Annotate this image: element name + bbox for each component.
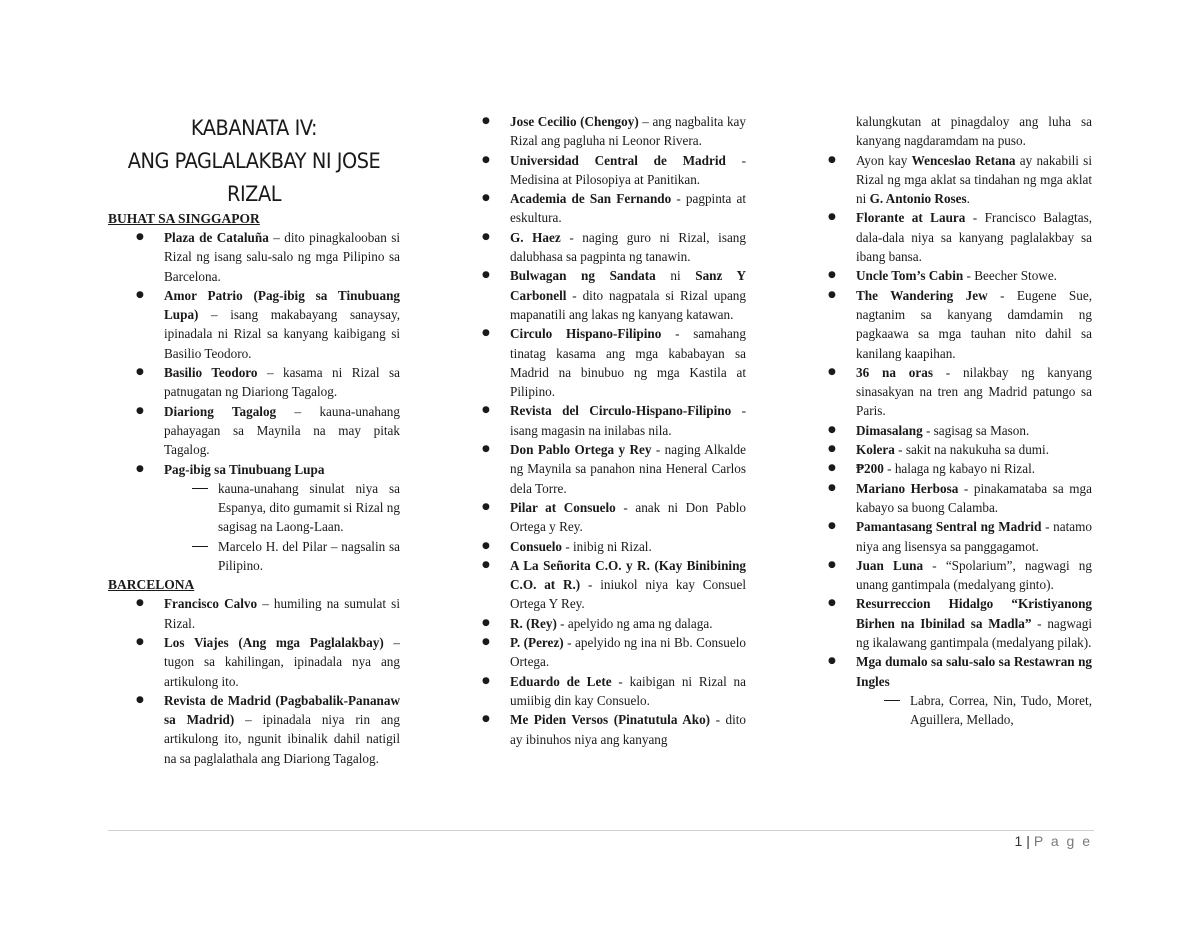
item-term: Uncle Tom’s Cabin <box>856 268 964 284</box>
item-desc: – tugon sa kahilingan, ipinadala nya ang artikulong ito. <box>164 634 400 689</box>
item-desc: ay nakabili si Rizal ng mga aklat sa tindahan ng mga aklat ni <box>856 152 1092 207</box>
list-item <box>476 710 746 749</box>
list-item <box>822 363 1092 421</box>
item-desc: - nilakbay ng kanyang sinasakyan na tren ang Madrid patungo sa Paris. <box>856 364 1092 419</box>
item-desc: - sagisag sa Mason. <box>922 422 1030 438</box>
item-term: Bulwagan ng Sandata <box>510 268 656 284</box>
item-desc: - pagpinta at eskultura. <box>510 191 746 226</box>
item-term: Universidad Central de Madrid <box>510 152 726 168</box>
item-term: Circulo Hispano-Filipino <box>510 326 662 342</box>
item-desc: – dito pinagkalooban si Rizal ng isang salu-salo ng mga Pilipino sa Barcelona. <box>164 230 401 284</box>
list-item <box>108 633 400 691</box>
item-desc: - samahang tinatag kasama ang mga kababayan sa Madrid na binubuo ng mga Kastila at Pilipino. <box>510 326 746 400</box>
item-desc: - nagwagi ng ikalawang gantimpala (medalyang pilak). <box>856 615 1092 651</box>
title-line-1: KABANATA IV: <box>190 116 318 140</box>
sub-list-item: Labra, Correa, Nin, Tudo, Moret, Aguillera, Mellado, <box>856 691 1092 730</box>
list-item <box>476 633 746 672</box>
page-number: 1 <box>1014 833 1024 849</box>
item-desc: . <box>966 191 970 207</box>
list-item <box>822 151 1092 209</box>
footer-separator: | <box>1026 833 1031 849</box>
list-item <box>822 421 1092 440</box>
item-desc: – kasama ni Rizal sa patnugatan ng Diariong Tagalog. <box>164 365 400 400</box>
item-desc: - naging Alkalde ng Maynila sa panahon nina Heneral Carlos dela Torre. <box>510 442 746 496</box>
list-item <box>822 479 1092 518</box>
list-item <box>108 402 400 460</box>
item-desc: – ipinadala niya rin ang artikulong ito, ngunit ibinalik dahil natigil na sa paglalathala ang Diariong Tagalog. <box>164 712 400 766</box>
item-term: Diariong Tagalog <box>164 403 277 419</box>
list-item <box>476 556 746 614</box>
item-term: Resurreccion Hidalgo “Kristiyanong Birhen na Ibinilad sa Madla” <box>856 596 1092 631</box>
item-desc: - Francisco Balagtas, dala-dala niya sa kanyang paglalakbay sa ibang bansa. <box>856 210 1093 265</box>
list-item <box>476 112 746 151</box>
title-line-3: RIZAL <box>226 182 282 206</box>
list-item <box>476 401 746 440</box>
item-term: R. (Rey) <box>510 615 557 631</box>
item-term: Revista de Madrid (Pagbabalik-Pananaw sa Madrid) <box>164 692 400 728</box>
item-desc: - inibig ni Rizal. <box>562 538 652 554</box>
chapter-title <box>120 112 389 211</box>
item-desc: – humiling na sumulat si Rizal. <box>164 596 400 631</box>
list-item <box>822 652 1092 729</box>
item-term: Amor Patrio (Pag-ibig sa Tinubuang Lupa) <box>164 287 400 323</box>
list-col3 <box>822 151 1092 730</box>
item-desc: - Medisina at Pilosopiya at Panitikan. <box>510 152 746 187</box>
item-desc: – ang nagbalita kay Rizal ang pagluha ni Leonor Rivera. <box>510 114 746 149</box>
item-term: Juan Luna <box>856 557 924 573</box>
list-item <box>822 594 1092 652</box>
item-term: Revista del Circulo-Hispano-Filipino <box>510 403 732 419</box>
item-term: Mariano Herbosa <box>856 480 959 496</box>
list-item <box>476 614 746 633</box>
item-desc: - naging guro ni Rizal, isang dalubhasa sa pagpinta ng tanawin. <box>510 229 746 265</box>
item-term: Plaza de Cataluña <box>164 230 269 245</box>
list-item <box>108 228 400 286</box>
list-item <box>822 440 1092 459</box>
item-desc: - “Spolarium”, nagwagi ng unang gantimpala (medalyang ginto). <box>856 557 1092 593</box>
item-term: 36 na oras <box>856 364 933 380</box>
item-desc: - halaga ng kabayo ni Rizal. <box>883 461 1036 477</box>
item-desc: Ayon kay <box>856 152 912 168</box>
page-footer <box>1014 833 1092 849</box>
list-item <box>822 266 1092 285</box>
item-term: G. Antonio Roses <box>869 191 967 207</box>
item-term: A La Señorita C.O. y R. (Kay Binibining C.O. at R.) <box>510 557 746 593</box>
item-term: Pilar at Consuelo <box>510 499 616 515</box>
item-term: Mga dumalo sa salu-salo sa Restawran ng Ingles <box>856 654 1092 689</box>
list-item <box>822 208 1092 266</box>
item-desc: - dito ay ibinuhos niya ang kanyang <box>510 712 746 747</box>
list-item <box>476 324 746 401</box>
item-term: Basilio Teodoro <box>164 365 258 381</box>
list-barcelona <box>108 594 400 768</box>
item-desc: ni <box>655 268 696 284</box>
list-item <box>476 498 746 537</box>
item-term: Don Pablo Ortega y Rey <box>510 442 652 458</box>
list-item <box>476 537 746 556</box>
item-term: Jose Cecilio (Chengoy) <box>510 114 639 129</box>
item-term: Dimasalang <box>856 422 923 438</box>
item-term: Pamantasang Sentral ng Madrid <box>856 519 1042 535</box>
item-desc: – kauna-unahang pahayagan sa Maynila na may pitak Tagalog. <box>164 403 400 458</box>
item-desc: - isang magasin na inilabas nila. <box>510 403 746 438</box>
list-item <box>108 691 400 768</box>
sub-list-item: Marcelo H. del Pilar – nagsalin sa Pilipino. <box>164 537 400 576</box>
item-term: Sanz Y Carbonell <box>510 268 746 303</box>
item-term: Consuelo <box>510 538 563 554</box>
item-desc: - natamo niya ang lisensya sa panggagamot. <box>856 519 1092 554</box>
item-desc: - anak ni Don Pablo Ortega y Rey. <box>510 499 746 535</box>
list-item <box>108 594 400 633</box>
item-term: Wenceslao Retana <box>911 152 1016 168</box>
list-item <box>822 286 1092 363</box>
list-item <box>108 286 400 363</box>
list-item <box>822 556 1092 595</box>
item-desc: - dito nagpatala si Rizal upang mapanatili ang lakas ng kanyang katawan. <box>510 287 746 322</box>
item-term: Francisco Calvo <box>164 596 258 612</box>
item-desc: - apelyido ng ina ni Bb. Consuelo Ortega. <box>510 635 746 670</box>
list-item <box>476 672 746 711</box>
list-item <box>108 363 400 402</box>
list-item <box>476 440 746 498</box>
item-term: G. Haez <box>510 229 561 245</box>
item-term: Academia de San Fernando <box>510 191 672 207</box>
title-line-2: ANG PAGLALAKBAY NI JOSE <box>127 149 381 173</box>
footer-divider <box>108 830 1094 831</box>
item-term: Me Piden Versos (Pinatutula Ako) <box>510 712 711 728</box>
item-desc: - Beecher Stowe. <box>963 268 1057 284</box>
list-singgapor <box>108 228 400 575</box>
section-heading-singgapor: BUHAT SA SINGGAPOR <box>108 211 260 226</box>
sub-list <box>856 691 1092 730</box>
item-term: Florante at Laura <box>856 210 966 226</box>
list-item <box>822 459 1092 478</box>
column-3 <box>822 112 1092 730</box>
item-term: Los Viajes (Ang mga Paglalakbay) <box>164 634 384 650</box>
list-item <box>108 460 400 576</box>
column-1 <box>108 112 400 768</box>
item-term: Kolera <box>856 442 895 458</box>
item-term: The Wandering Jew <box>856 287 988 303</box>
list-item <box>476 266 746 324</box>
list-item <box>476 151 746 190</box>
page-label: P a g e <box>1033 833 1092 849</box>
item-desc: – isang makabayang sanaysay, ipinadala ni Rizal sa kanyang kaibigang si Basilio Teodoro. <box>164 307 400 361</box>
column-2 <box>476 112 746 749</box>
sub-list-item: kauna-unahang sinulat niya sa Espanya, dito gumamit si Rizal ng sagisag na Laong-Laan. <box>164 479 400 537</box>
item-desc: - sakit na nakukuha sa dumi. <box>894 442 1050 458</box>
item-desc: - pinakamataba sa mga kabayo sa buong Calamba. <box>856 480 1092 515</box>
item-desc: - Eugene Sue, nagtanim sa kanyang damdamin ng pagkaawa sa mga tauhan nito dahil sa kanilang kaapihan. <box>856 287 1092 361</box>
item-term: P. (Perez) <box>510 635 564 651</box>
item-desc: - kaibigan ni Rizal na umiibig din kay Consuelo. <box>510 673 746 708</box>
item-term: ₱200 <box>856 461 884 477</box>
list-item <box>476 228 746 267</box>
item-term: Eduardo de Lete <box>510 673 612 689</box>
continuation-text: kalungkutan at pinagdaloy ang luha sa kanyang nagdaramdam na puso. <box>856 114 1092 149</box>
list-item <box>476 189 746 228</box>
item-desc: - apelyido ng ama ng dalaga. <box>556 615 713 631</box>
item-desc: - iniukol niya kay Consuel Ortega Y Rey. <box>510 577 746 612</box>
sub-list <box>108 479 400 575</box>
list-item <box>822 517 1092 556</box>
section-heading-barcelona: BARCELONA <box>108 577 195 593</box>
item-term: Pag-ibig sa Tinubuang Lupa <box>164 461 325 477</box>
list-madrid <box>476 112 746 749</box>
